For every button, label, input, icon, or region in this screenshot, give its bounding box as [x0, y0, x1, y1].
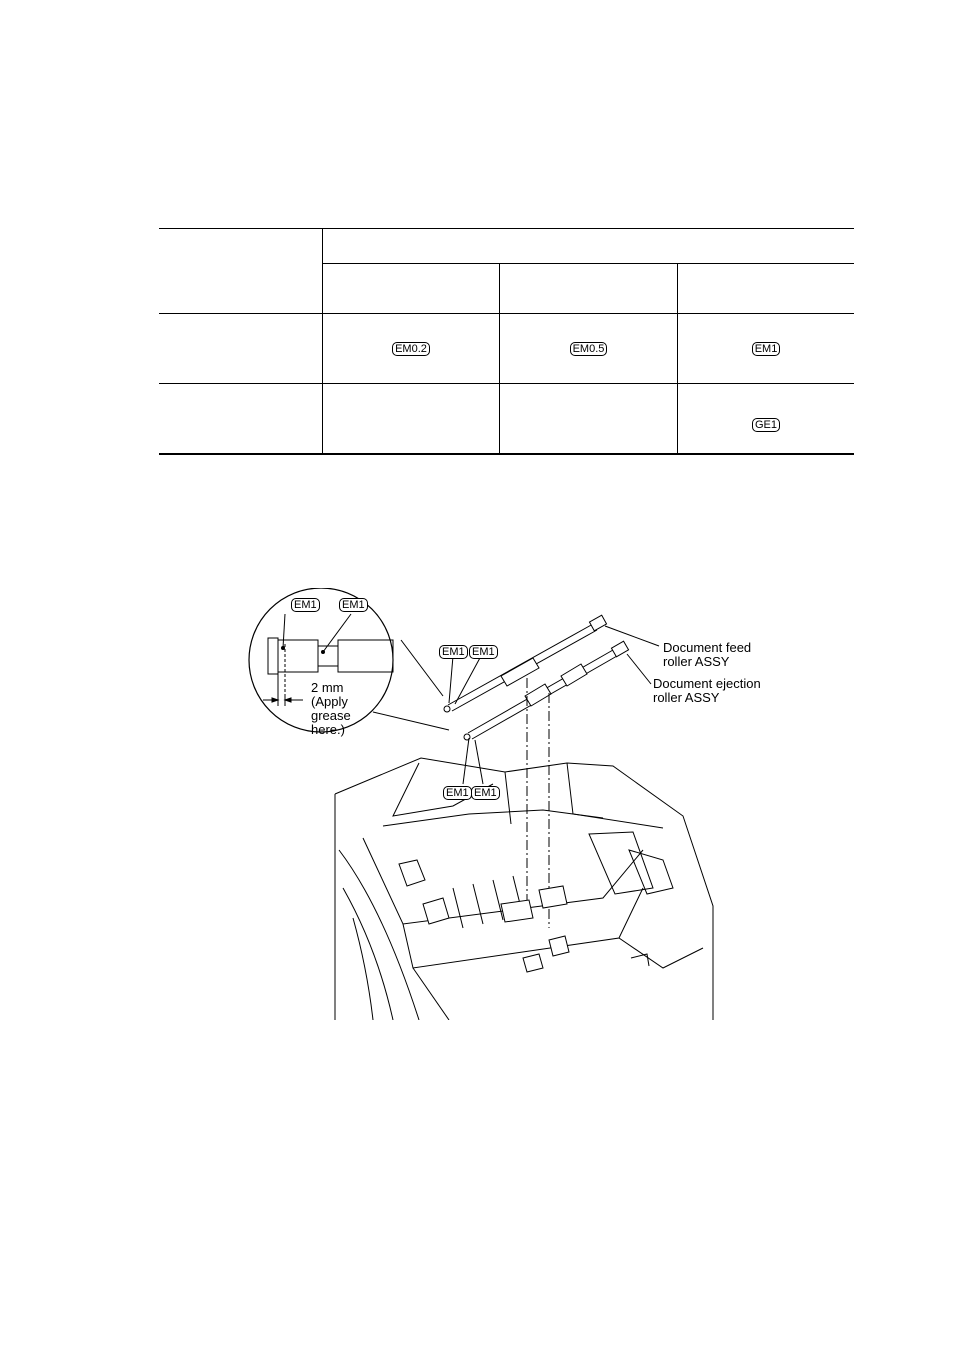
lubricant-amount-badge: EM1: [752, 342, 781, 356]
table-cell: [678, 384, 854, 453]
document-ejection-roller-label: Document ejection roller ASSY: [653, 676, 761, 705]
lubricant-amount-badge: EM0.5: [570, 342, 608, 356]
em1-callout-badge: EM1: [471, 786, 500, 800]
grease-dimension-label: 2 mm (Apply grease here.): [311, 680, 351, 737]
em1-callout-badge: EM1: [291, 598, 320, 612]
lubricant-amount-badge: GE1: [752, 418, 780, 432]
document-feed-roller-label: Document feed roller ASSY: [663, 640, 752, 669]
roller-lubrication-figure: [243, 588, 783, 1020]
lubricant-amount-badge: EM0.2: [392, 342, 430, 356]
table-cell: [500, 314, 677, 383]
table-cell: [323, 314, 499, 383]
table-bottom-rule: [159, 453, 854, 455]
em1-callout-badge: EM1: [339, 598, 368, 612]
table-cell: [678, 314, 854, 383]
em1-callout-badge: EM1: [439, 645, 468, 659]
lubrication-table: [159, 228, 854, 454]
em1-callout-badge: EM1: [443, 786, 472, 800]
table-top-rule: [159, 228, 854, 229]
table-subheader-rule: [322, 263, 854, 264]
em1-callout-badge: EM1: [469, 645, 498, 659]
